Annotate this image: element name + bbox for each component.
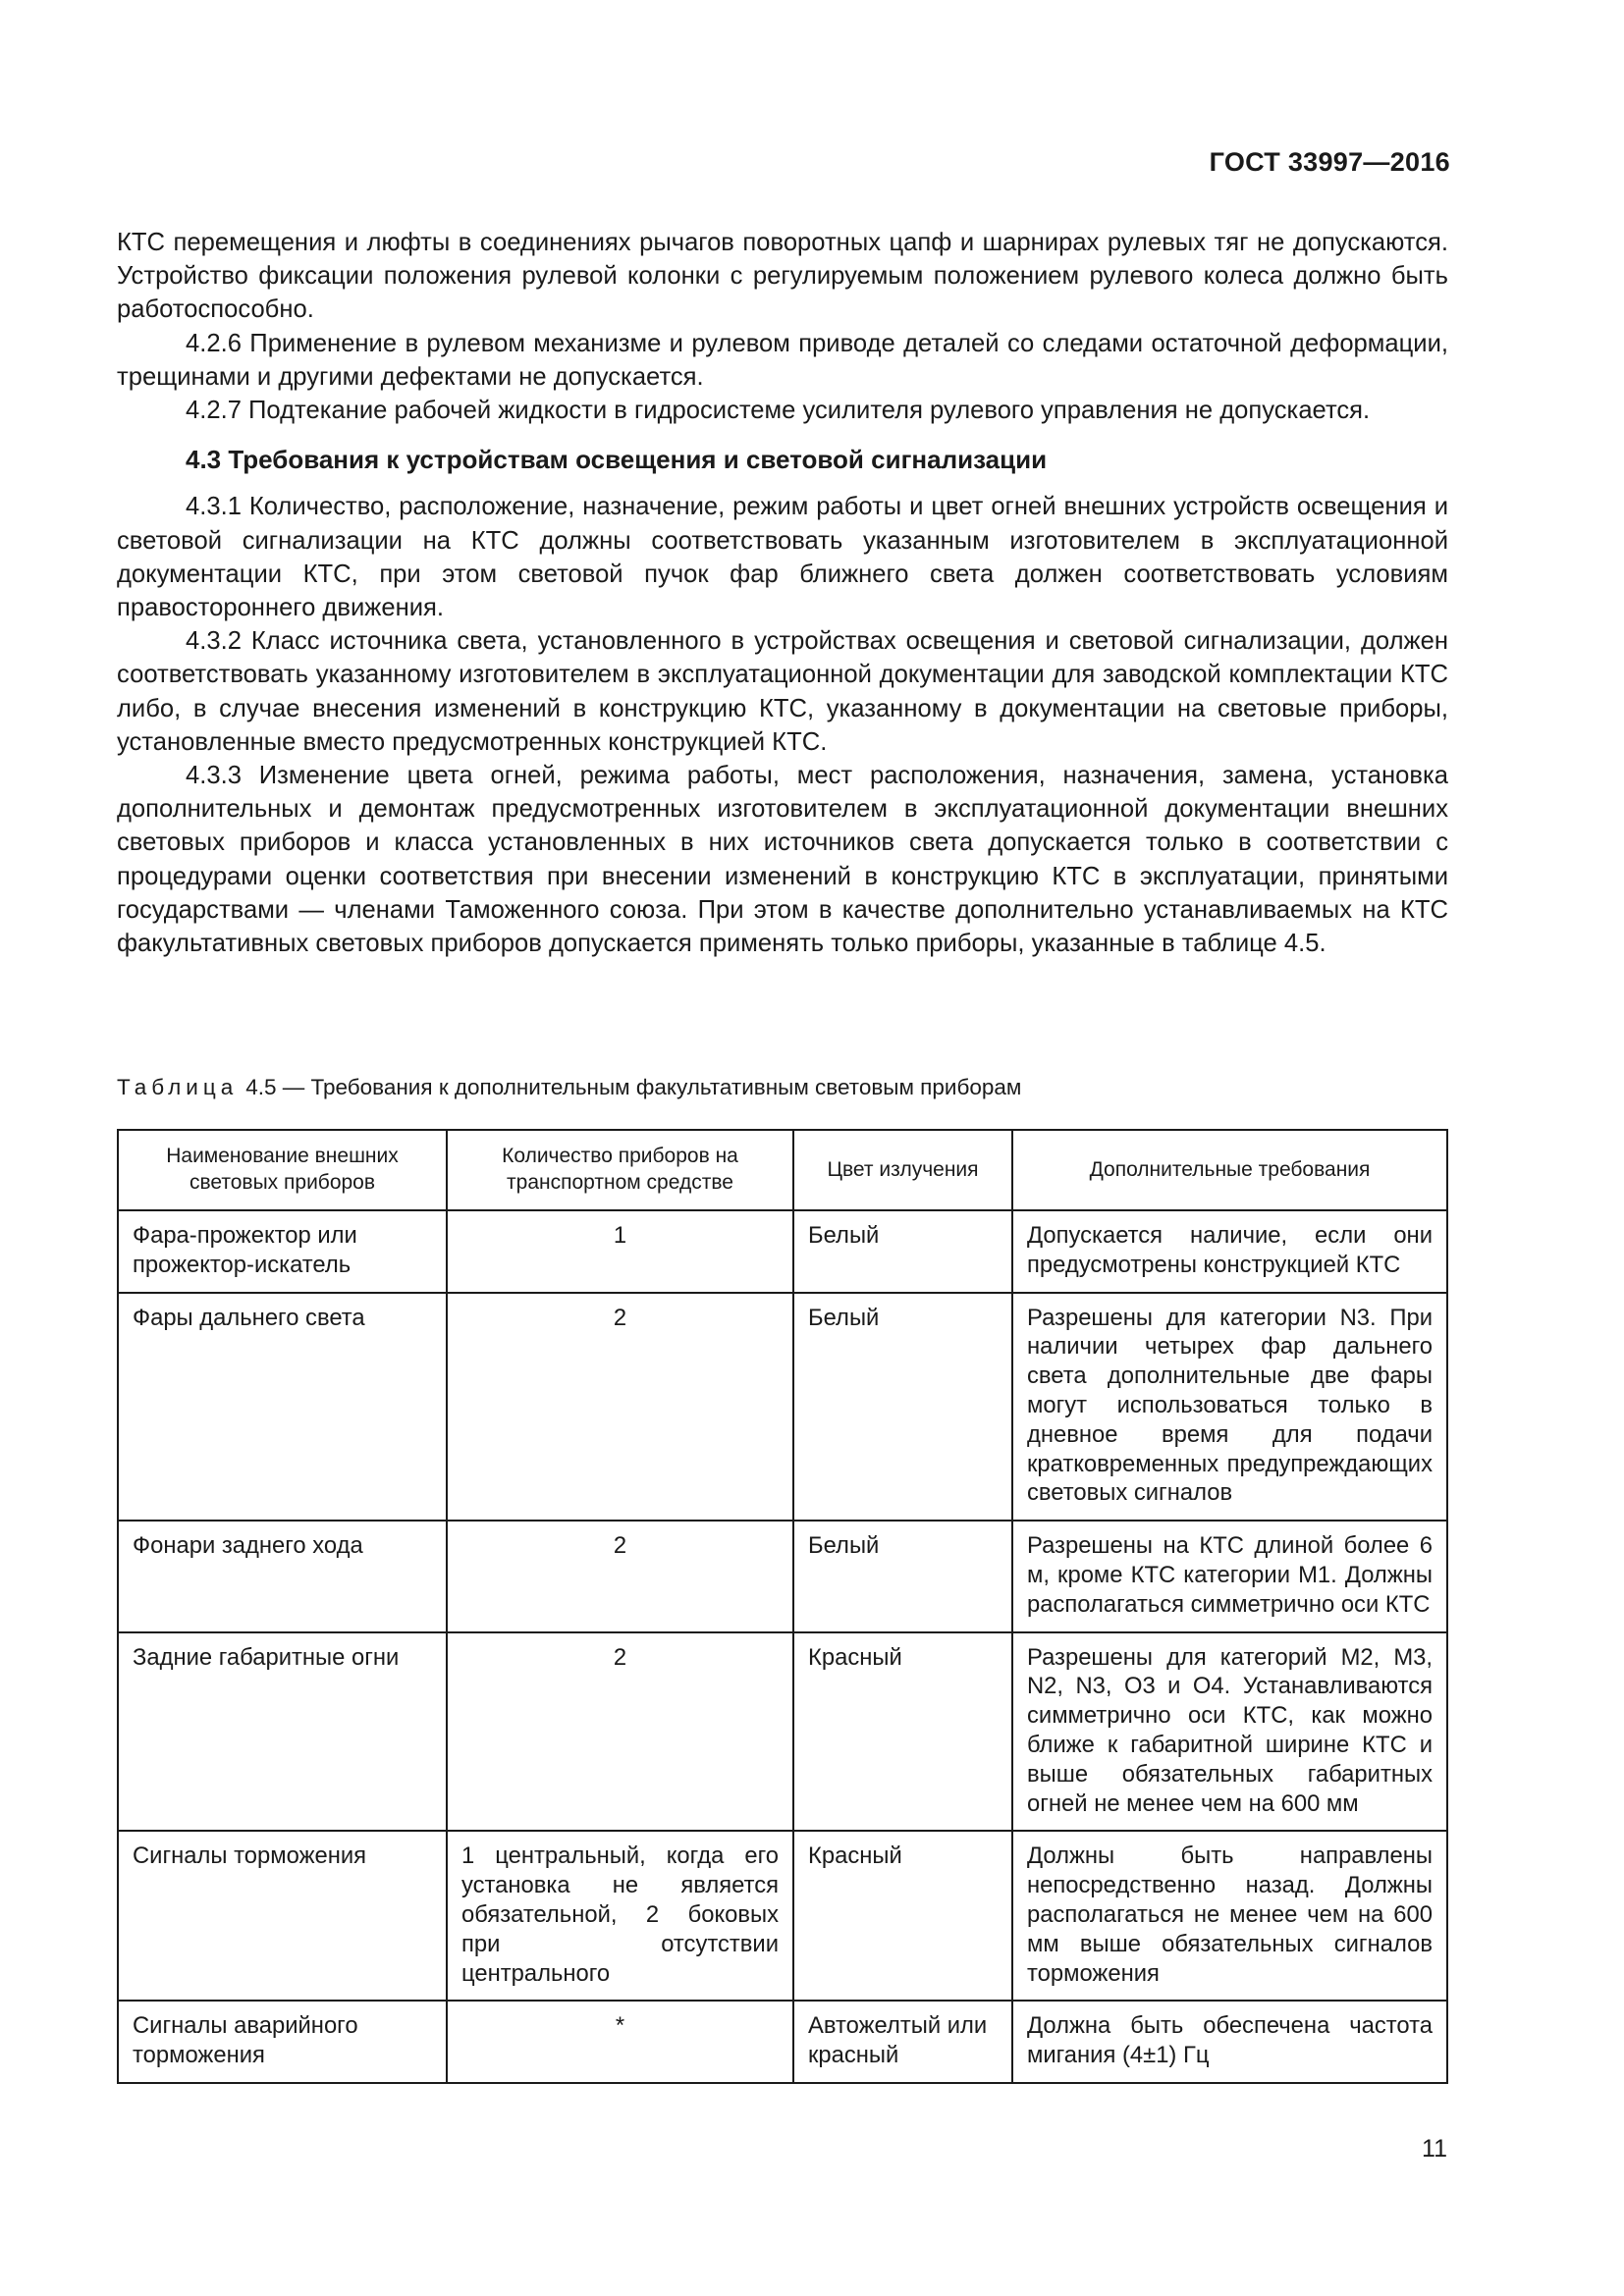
cell-color: Красный — [793, 1831, 1012, 2001]
paragraph: 4.2.6 Применение в рулевом механизме и рулевом приводе деталей со следами остаточной деформации, трещинами и другими дефектами не допускается. — [117, 329, 1448, 391]
cell-name: Фонари заднего хода — [118, 1521, 447, 1631]
cell-name: Фары дальнего света — [118, 1293, 447, 1522]
body-text — [117, 226, 1448, 960]
cell-requirements: Допускается наличие, если они предусмотрены конструкцией КТС — [1012, 1210, 1447, 1293]
cell-color: Белый — [793, 1210, 1012, 1293]
paragraph: 4.3.1 Количество, расположение, назначение, режим работы и цвет огней внешних устройств освещения и световой сигнализации на КТС должны соответствовать указанным изготовителем в эксплуатационной документации КТС, при этом световой пучок фар ближнего света должен соответствовать условиям правостороннего движения. — [117, 493, 1448, 622]
cell-count: 2 — [447, 1293, 793, 1522]
column-header-name: Наименование внешних световых приборов — [118, 1130, 447, 1210]
cell-color: Белый — [793, 1293, 1012, 1522]
table-row — [118, 1831, 1447, 2001]
cell-requirements: Разрешены для категории N3. При наличии четырех фар дальнего света дополнительные две фары могут использоваться только в дневное время для подачи кратковременных предупреждающих световых сигналов — [1012, 1293, 1447, 1522]
table-row — [118, 1632, 1447, 1832]
cell-count: 1 центральный, когда его установка не является обязательной, 2 боковых при отсутствии центрального — [447, 1831, 793, 2001]
paragraph: 4.3.3 Изменение цвета огней, режима работы, мест расположения, назначения, замена, установка дополнительных и демонтаж предусмотренных изготовителем в эксплуатационной документации внешних световых приборов и класса установленных в них источников света допускается только в соответствии с процедурами оценки соответствия при внесении изменений в конструкцию КТС в эксплуатации, принятыми государствами — членами Таможенного союза. При этом в качестве дополнительно устанавливаемых на КТС факультативных световых приборов допускается применять только приборы, указанные в таблице 4.5. — [117, 762, 1448, 958]
cell-count: 2 — [447, 1632, 793, 1832]
cell-requirements: Разрешены на КТС длиной более 6 м, кроме КТС категории М1. Должны располагаться симметрично оси КТС — [1012, 1521, 1447, 1631]
cell-color: Автожелтый или красный — [793, 2001, 1012, 2083]
cell-count: 2 — [447, 1521, 793, 1631]
cell-name: Сигналы аварийного торможения — [118, 2001, 447, 2083]
cell-name: Сигналы торможения — [118, 1831, 447, 2001]
document-id: ГОСТ 33997—2016 — [1209, 147, 1450, 177]
table-caption-label: Таблица — [117, 1075, 239, 1099]
table-row — [118, 1521, 1447, 1631]
requirements-table — [117, 1129, 1448, 2084]
table-header-row — [118, 1130, 1447, 1210]
column-header-color: Цвет излучения — [793, 1130, 1012, 1210]
cell-count: * — [447, 2001, 793, 2083]
cell-count: 1 — [447, 1210, 793, 1293]
cell-requirements: Должна быть обеспечена частота мигания (4±1) Гц — [1012, 2001, 1447, 2083]
cell-name: Фара-прожектор или прожектор-искатель — [118, 1210, 447, 1293]
table-row — [118, 1293, 1447, 1522]
table-row — [118, 1210, 1447, 1293]
paragraph: 4.3.2 Класс источника света, установленного в устройствах освещения и световой сигнализации, должен соответствовать указанному изготовителем в эксплуатационной документации для заводской комплектации КТС либо, в случае внесения изменений в конструкцию КТС, указанному в документации на световые приборы, установленные вместо предусмотренных конструкцией КТС. — [117, 627, 1448, 756]
column-header-requirements: Дополнительные требования — [1012, 1130, 1447, 1210]
cell-color: Белый — [793, 1521, 1012, 1631]
column-header-count: Количество приборов на транспортном средстве — [447, 1130, 793, 1210]
table-row — [118, 2001, 1447, 2083]
cell-requirements: Разрешены для категорий М2, М3, N2, N3, О3 и О4. Устанавливаются симметрично оси КТС, как можно ближе к габаритной ширине КТС и выше обязательных габаритных огней не менее чем на 600 мм — [1012, 1632, 1447, 1832]
table-caption-text: 4.5 — Требования к дополнительным факультативным световым приборам — [245, 1075, 1022, 1099]
cell-requirements: Должны быть направлены непосредственно назад. Должны располагаться не менее чем на 600 мм выше обязательных сигналов торможения — [1012, 1831, 1447, 2001]
cell-name: Задние габаритные огни — [118, 1632, 447, 1832]
section-heading: 4.3 Требования к устройствам освещения и световой сигнализации — [186, 445, 1048, 475]
table-caption — [117, 1075, 1021, 1100]
cell-color: Красный — [793, 1632, 1012, 1832]
paragraph: КТС перемещения и люфты в соединениях рычагов поворотных цапф и шарнирах рулевых тяг не допускаются. Устройство фиксации положения рулевой колонки с регулируемым положением рулевого колеса должно быть работоспособно. — [117, 229, 1448, 324]
page-number: 11 — [1422, 2135, 1447, 2163]
paragraph: 4.2.7 Подтекание рабочей жидкости в гидросистеме усилителя рулевого управления не допускается. — [186, 397, 1371, 425]
